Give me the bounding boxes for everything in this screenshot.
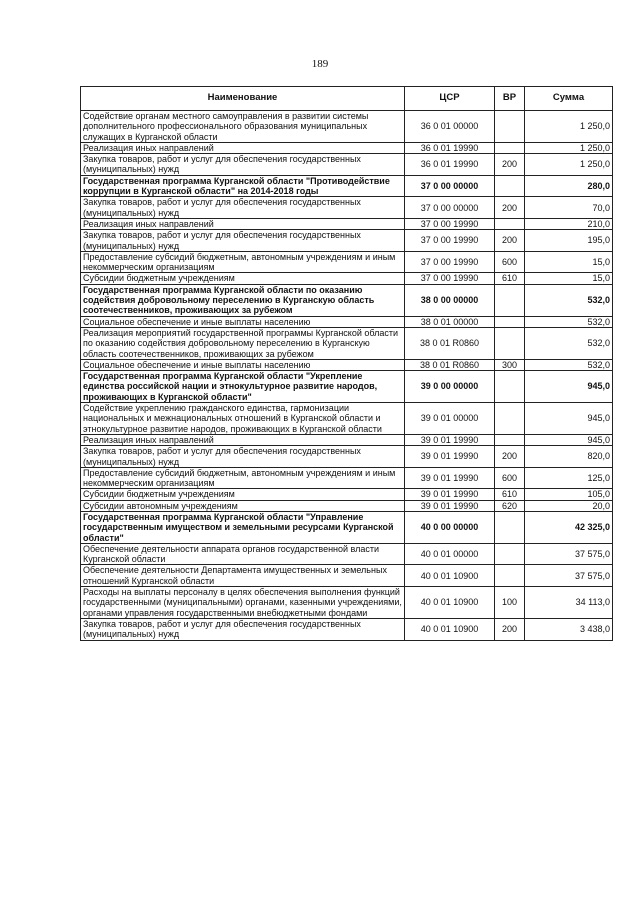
- cell-name: Реализация иных направлений: [81, 218, 405, 229]
- header-csr: ЦСР: [405, 87, 495, 111]
- cell-sum: 945,0: [525, 434, 613, 445]
- cell-vr: 200: [495, 154, 525, 176]
- cell-csr: 38 0 00 00000: [405, 284, 495, 316]
- cell-sum: 20,0: [525, 500, 613, 511]
- cell-vr: 620: [495, 500, 525, 511]
- cell-vr: [495, 543, 525, 565]
- cell-csr: 36 0 01 19990: [405, 154, 495, 176]
- cell-name: Содействие органам местного самоуправления в развитии системы дополнительного профессионального образования муниципальных служащих в Курганской области: [81, 111, 405, 143]
- cell-sum: 37 575,0: [525, 565, 613, 587]
- cell-csr: 39 0 01 19990: [405, 446, 495, 468]
- cell-vr: 600: [495, 467, 525, 489]
- cell-sum: 70,0: [525, 197, 613, 219]
- cell-name: Реализация мероприятий государственной программы Курганской области по оказанию содействия добровольному переселению в Курганскую область соотечественников, проживающих за рубежом: [81, 327, 405, 359]
- cell-vr: [495, 142, 525, 153]
- cell-sum: 37 575,0: [525, 543, 613, 565]
- header-sum: Сумма: [525, 87, 613, 111]
- header-vr: ВР: [495, 87, 525, 111]
- table-row: [81, 446, 613, 468]
- cell-csr: 37 0 00 19990: [405, 218, 495, 229]
- header-name: Наименование: [81, 87, 405, 111]
- table-row: [81, 218, 613, 229]
- cell-sum: 15,0: [525, 273, 613, 284]
- cell-sum: 280,0: [525, 175, 613, 197]
- table-row: [81, 327, 613, 359]
- cell-sum: 532,0: [525, 284, 613, 316]
- cell-name: Социальное обеспечение и иные выплаты населению: [81, 316, 405, 327]
- table-row: [81, 403, 613, 435]
- table-row: [81, 197, 613, 219]
- cell-sum: 532,0: [525, 327, 613, 359]
- table-row: [81, 618, 613, 640]
- table-row: [81, 359, 613, 370]
- cell-csr: 40 0 00 00000: [405, 511, 495, 543]
- cell-sum: 15,0: [525, 251, 613, 273]
- cell-sum: 532,0: [525, 359, 613, 370]
- cell-name: Государственная программа Курганской области "Противодействие коррупции в Курганской области" на 2014-2018 годы: [81, 175, 405, 197]
- cell-csr: 37 0 00 00000: [405, 175, 495, 197]
- cell-csr: 40 0 01 10900: [405, 618, 495, 640]
- cell-name: Социальное обеспечение и иные выплаты населению: [81, 359, 405, 370]
- table-row: [81, 565, 613, 587]
- cell-name: Закупка товаров, работ и услуг для обеспечения государственных (муниципальных) нужд: [81, 230, 405, 252]
- cell-csr: 38 0 01 R0860: [405, 327, 495, 359]
- table-row: [81, 434, 613, 445]
- cell-vr: [495, 511, 525, 543]
- cell-vr: 200: [495, 446, 525, 468]
- cell-csr: 39 0 01 19990: [405, 500, 495, 511]
- cell-vr: [495, 218, 525, 229]
- cell-name: Содействие укреплению гражданского единства, гармонизации национальных и межнациональных отношений в Курганской области и этнокультурное развитие народов, проживающих в Курганской области: [81, 403, 405, 435]
- cell-name: Субсидии бюджетным учреждениям: [81, 273, 405, 284]
- cell-sum: 105,0: [525, 489, 613, 500]
- cell-sum: 3 438,0: [525, 618, 613, 640]
- cell-vr: 600: [495, 251, 525, 273]
- cell-vr: 610: [495, 489, 525, 500]
- table-row: [81, 142, 613, 153]
- cell-sum: 532,0: [525, 316, 613, 327]
- cell-name: Предоставление субсидий бюджетным, автономным учреждениям и иным некоммерческим организациям: [81, 251, 405, 273]
- cell-vr: [495, 111, 525, 143]
- cell-vr: [495, 403, 525, 435]
- table-row: [81, 230, 613, 252]
- cell-sum: 34 113,0: [525, 587, 613, 619]
- cell-name: Реализация иных направлений: [81, 434, 405, 445]
- cell-csr: 38 0 01 00000: [405, 316, 495, 327]
- cell-sum: 1 250,0: [525, 154, 613, 176]
- cell-sum: 195,0: [525, 230, 613, 252]
- cell-sum: 1 250,0: [525, 142, 613, 153]
- cell-name: Закупка товаров, работ и услуг для обеспечения государственных (муниципальных) нужд: [81, 197, 405, 219]
- cell-csr: 37 0 00 00000: [405, 197, 495, 219]
- cell-csr: 40 0 01 00000: [405, 543, 495, 565]
- cell-vr: 200: [495, 197, 525, 219]
- cell-csr: 36 0 01 00000: [405, 111, 495, 143]
- cell-csr: 39 0 01 19990: [405, 489, 495, 500]
- cell-vr: 300: [495, 359, 525, 370]
- cell-sum: 820,0: [525, 446, 613, 468]
- cell-csr: 37 0 00 19990: [405, 230, 495, 252]
- table-row: [81, 371, 613, 403]
- cell-sum: 945,0: [525, 403, 613, 435]
- cell-name: Обеспечение деятельности аппарата органов государственной власти Курганской области: [81, 543, 405, 565]
- cell-name: Субсидии бюджетным учреждениям: [81, 489, 405, 500]
- cell-vr: [495, 284, 525, 316]
- cell-vr: 200: [495, 230, 525, 252]
- cell-csr: 37 0 00 19990: [405, 273, 495, 284]
- cell-name: Реализация иных направлений: [81, 142, 405, 153]
- table-row: [81, 316, 613, 327]
- table-row: [81, 543, 613, 565]
- cell-csr: 37 0 00 19990: [405, 251, 495, 273]
- table-row: [81, 284, 613, 316]
- cell-name: Субсидии автономным учреждениям: [81, 500, 405, 511]
- cell-csr: 38 0 01 R0860: [405, 359, 495, 370]
- cell-name: Расходы на выплаты персоналу в целях обеспечения выполнения функций государственными (муниципальными) органами, казенными учреждениями, органами управления государственными внебюджетными фондами: [81, 587, 405, 619]
- cell-sum: 945,0: [525, 371, 613, 403]
- cell-vr: [495, 371, 525, 403]
- cell-sum: 1 250,0: [525, 111, 613, 143]
- cell-csr: 39 0 00 00000: [405, 371, 495, 403]
- table-row: [81, 500, 613, 511]
- cell-csr: 36 0 01 19990: [405, 142, 495, 153]
- cell-vr: 100: [495, 587, 525, 619]
- cell-csr: 40 0 01 10900: [405, 587, 495, 619]
- table-row: [81, 273, 613, 284]
- table-row: [81, 489, 613, 500]
- table-body: [81, 111, 613, 641]
- page-number: 189: [311, 58, 329, 70]
- cell-vr: 200: [495, 618, 525, 640]
- cell-name: Закупка товаров, работ и услуг для обеспечения государственных (муниципальных) нужд: [81, 446, 405, 468]
- cell-name: Государственная программа Курганской области по оказанию содействия добровольному переселению в Курганскую область соотечественников, проживающих за рубежом: [81, 284, 405, 316]
- cell-name: Обеспечение деятельности Департамента имущественных и земельных отношений Курганской области: [81, 565, 405, 587]
- cell-name: Государственная программа Курганской области "Укрепление единства российской нации и этнокультурное развитие народов, проживающих в Курганской области": [81, 371, 405, 403]
- table-row: [81, 111, 613, 143]
- cell-sum: 42 325,0: [525, 511, 613, 543]
- cell-vr: [495, 434, 525, 445]
- cell-name: Предоставление субсидий бюджетным, автономным учреждениям и иным некоммерческим организациям: [81, 467, 405, 489]
- cell-csr: 39 0 01 19990: [405, 467, 495, 489]
- cell-csr: 40 0 01 10900: [405, 565, 495, 587]
- cell-csr: 39 0 01 19990: [405, 434, 495, 445]
- cell-name: Государственная программа Курганской области "Управление государственным имуществом и земельными ресурсами Курганской области": [81, 511, 405, 543]
- cell-vr: [495, 316, 525, 327]
- cell-vr: [495, 327, 525, 359]
- cell-vr: 610: [495, 273, 525, 284]
- table-row: [81, 251, 613, 273]
- table-header-row: [81, 87, 613, 111]
- cell-name: Закупка товаров, работ и услуг для обеспечения государственных (муниципальных) нужд: [81, 154, 405, 176]
- budget-table: [80, 86, 613, 641]
- table-row: [81, 511, 613, 543]
- cell-name: Закупка товаров, работ и услуг для обеспечения государственных (муниципальных) нужд: [81, 618, 405, 640]
- cell-sum: 125,0: [525, 467, 613, 489]
- cell-vr: [495, 175, 525, 197]
- cell-vr: [495, 565, 525, 587]
- cell-csr: 39 0 01 00000: [405, 403, 495, 435]
- cell-sum: 210,0: [525, 218, 613, 229]
- table-row: [81, 175, 613, 197]
- table-row: [81, 467, 613, 489]
- table-row: [81, 587, 613, 619]
- table-row: [81, 154, 613, 176]
